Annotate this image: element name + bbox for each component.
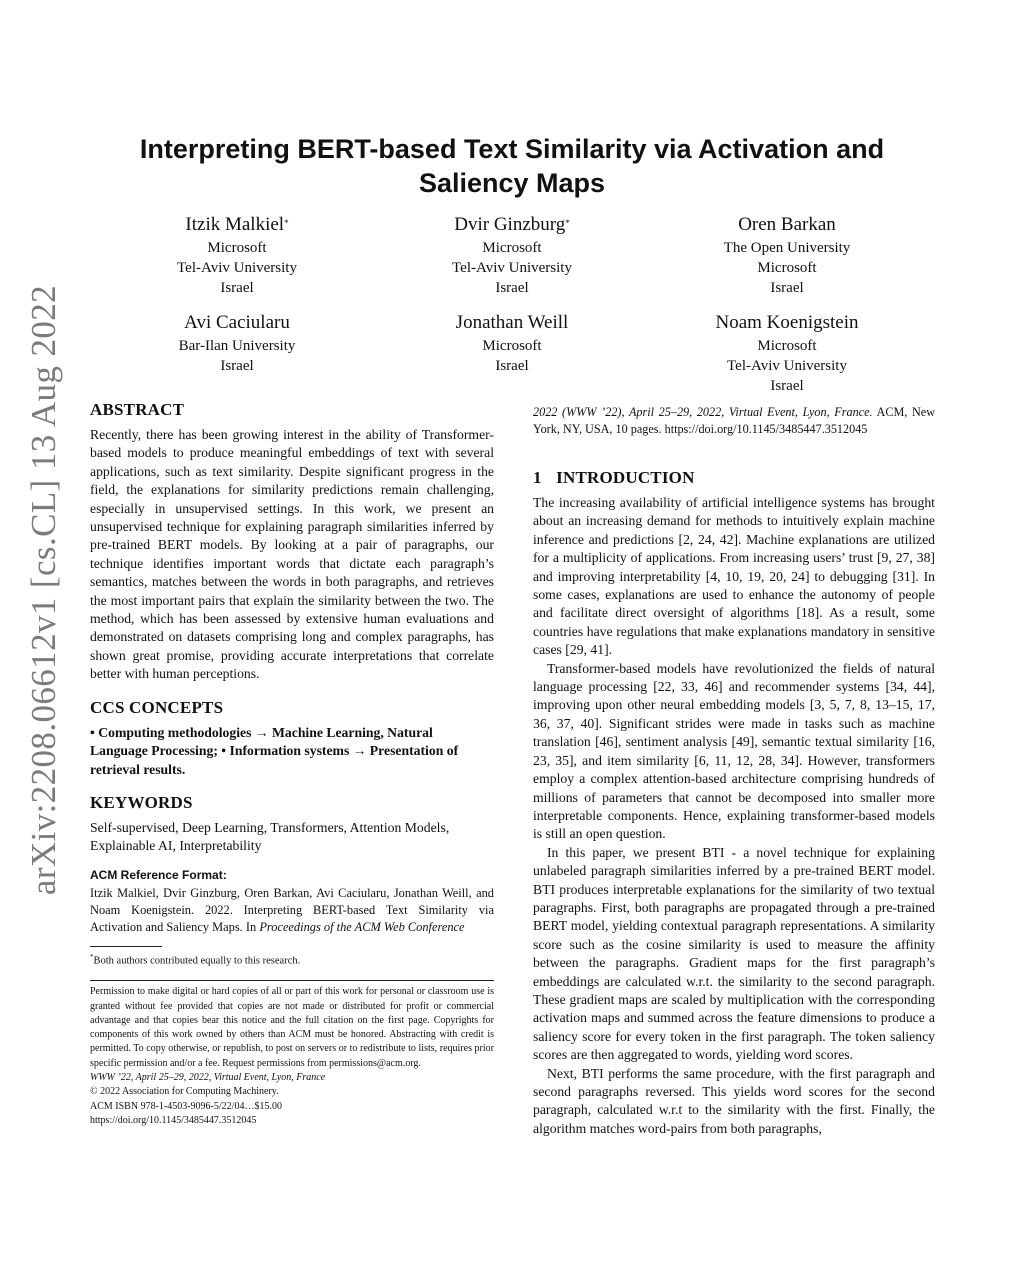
permission-divider <box>90 980 494 981</box>
reference-conference-italic: 2022 (WWW ’22), April 25–29, 2022, Virtual Event, Lyon, France. <box>533 405 873 419</box>
author-row-1 <box>100 212 924 298</box>
author-affiliation: Israel <box>495 280 529 296</box>
author-affiliation: Microsoft <box>757 338 817 354</box>
introduction-paragraph: The increasing availability of artificial intelligence systems has brought about an increasing demand for methods to intuitively explain machine inference and predictions [2, 24, 42]. Machine explanations are utilized for a multiplicity of applications. From increasing users’ trust [9, 27, 38] and improving interpretability [4, 10, 19, 20, 24] to debugging [31]. In some cases, explanations are used to enhance the autonomy of people and facilitate direct oversight of algorithms [18]. As a result, some countries have regulations that make explanations mandatory in sensitive cases [29, 41]. <box>533 495 935 658</box>
footnote-mark: * <box>90 952 94 961</box>
author-affiliation: The Open University <box>723 240 851 256</box>
title-line-2: Saliency Maps <box>418 168 606 198</box>
acm-reference-format-label: ACM Reference Format: <box>90 867 227 882</box>
abstract-heading: ABSTRACT <box>90 400 185 419</box>
reference-venue: Proceedings of the ACM Web Conference <box>259 919 465 934</box>
permission-copyright: © 2022 Association for Computing Machinery. <box>90 1086 279 1098</box>
author-affiliation: Israel <box>220 280 254 296</box>
footnote-divider <box>90 946 162 947</box>
keywords-heading: KEYWORDS <box>90 792 193 812</box>
author-name: Noam Koenigstein <box>715 312 859 333</box>
author-affiliation: Microsoft <box>482 338 542 354</box>
author-card <box>100 310 374 396</box>
right-column <box>533 404 935 1138</box>
author-name: Dvir Ginzburg <box>454 214 566 235</box>
equal-contribution-mark: * <box>565 218 570 228</box>
reference-continuation <box>533 404 935 438</box>
author-card <box>650 310 924 396</box>
author-affiliation: Microsoft <box>482 240 542 256</box>
permission-isbn: ACM ISBN 978-1-4503-9096-5/22/04…$15.00 <box>90 1100 282 1112</box>
permission-conference: WWW ’22, April 25–29, 2022, Virtual Event, Lyon, France <box>90 1072 326 1083</box>
arxiv-identifier-stamp: arXiv:2208.06612v1 [cs.CL] 13 Aug 2022 <box>24 284 63 896</box>
author-affiliation: Microsoft <box>207 240 267 256</box>
abstract-text: Recently, there has been growing interest in the ability of Transformer-based models to produce meaningful embeddings of text with several applications, such as text similarity. Despite significant progress in the field, the explanations for similarity predictions remain challenging, especially in unsupervised settings. In this work, we present an unsupervised technique for explaining paragraph similarities inferred by pre-trained BERT models. By looking at a pair of paragraphs, our technique identifies important words that dictate each paragraph’s semantics, matches between the words in both paragraphs, and retrieves the most important pairs that explain the similarity between the two. The method, which has been assessed by extensive human evaluations and demonstrated on datasets comprising long and complex paragraphs, has shown great promise, providing accurate interpretations that correlate better with human perceptions. <box>90 427 494 682</box>
left-column <box>90 400 494 1128</box>
author-name: Avi Caciularu <box>184 312 290 333</box>
reference-citation: Itzik Malkiel, Dvir Ginzburg, Oren Barkan, Avi Caciularu, Jonathan Weill, and Noam Koenigstein. 2022. Interpreting BERT-based Text Similarity via Activation and Saliency Maps. In <box>90 885 494 934</box>
permission-notice: Permission to make digital or hard copies of all or part of this work for personal or classroom use is granted without fee provided that copies are not made or distributed for profit or commercial advantage and that copies bear this notice and the full citation on the first page. Copyrights for components of this work owned by others than ACM must be honored. Abstracting with credit is permitted. To copy otherwise, or republish, to post on servers or to redistribute to lists, requires prior specific permission and/or a fee. Request permissions from permissions@acm.org. <box>90 986 494 1069</box>
author-affiliation: Bar-Ilan University <box>178 338 296 354</box>
permission-doi[interactable]: https://doi.org/10.1145/3485447.3512045 <box>90 1114 257 1126</box>
introduction-paragraph: Transformer-based models have revolutionized the fields of natural language processing [22, 33, 46] and recommender systems [34, 44], improving upon other neural embedding models [3, 5, 7, 8, 13–15, 17, 36, 37, 40]. Significant strides were made in tasks such as machine translation [46], sentiment analysis [49], semantic textual similarity [16, 23, 35], and item similarity [6, 11, 12, 28, 34]. However, transformers employ a complex attention-based architecture comprising hundreds of millions of parameters that cannot be decomposed into smaller more interpretable components. Hence, explaining transformer-based models is still an open question. <box>533 660 935 842</box>
ccs-concepts-text: • Computing methodologies → Machine Learning, Natural Language Processing; • Information systems → Presentation of retrieval results. <box>90 724 459 777</box>
paper-title <box>110 132 914 200</box>
acm-reference-text <box>90 885 494 936</box>
author-name: Oren Barkan <box>738 214 836 235</box>
author-affiliation: Tel-Aviv University <box>452 260 572 276</box>
author-block <box>100 212 924 396</box>
footnote-text: Both authors contributed equally to this research. <box>93 955 301 967</box>
keywords-text: Self-supervised, Deep Learning, Transformers, Attention Models, Explainable AI, Interpretability <box>90 819 450 854</box>
introduction-paragraph: Next, BTI performs the same procedure, with the first paragraph and second paragraphs reversed. This yields word scores for the second paragraph, calculated w.r.t to the similarity with the first. Finally, the algorithm matches word-pairs from both paragraphs, <box>533 1065 935 1136</box>
author-card <box>375 310 649 396</box>
author-affiliation: Tel-Aviv University <box>727 358 847 374</box>
author-card <box>650 212 924 298</box>
introduction-heading: 1 INTRODUCTION <box>533 468 695 487</box>
author-row-2 <box>100 310 924 396</box>
ccs-concepts-heading: CCS CONCEPTS <box>90 697 224 717</box>
author-affiliation: Israel <box>220 358 254 374</box>
author-name: Itzik Malkiel <box>185 214 285 235</box>
author-affiliation: Israel <box>770 378 804 394</box>
author-affiliation: Israel <box>770 280 804 296</box>
author-name: Jonathan Weill <box>455 312 569 333</box>
title-line-1: Interpreting BERT-based Text Similarity via Activation and <box>139 134 885 164</box>
author-card <box>100 212 374 298</box>
author-affiliation: Tel-Aviv University <box>177 260 297 276</box>
author-card <box>375 212 649 298</box>
author-affiliation: Israel <box>495 358 529 374</box>
equal-contribution-mark: * <box>284 218 289 228</box>
equal-contribution-footnote <box>90 950 494 969</box>
author-affiliation: Microsoft <box>757 260 817 276</box>
reference-publisher-doi: ACM, New York, NY, USA, 10 pages. https://doi.org/10.1145/3485447.3512045 <box>533 405 936 436</box>
introduction-paragraph: In this paper, we present BTI - a novel technique for explaining unlabeled paragraph similarities inferred by a pre-trained BERT model. BTI produces interpretable explanations for the similarity of two textual paragraphs. First, both paragraphs are propagated through a pre-trained BERT model, yielding contextual paragraph representations. A similarity score such as the cosine similarity is used to measure the affinity between the paragraphs. Gradient maps for the first paragraph’s embeddings are calculated w.r.t. the similarity to the second paragraph. These gradient maps are scaled by multiplication with the corresponding activation maps and summed across the feature dimensions to produce a saliency score for every token in the first paragraph. The token saliency scores are then aggregated to words, yielding word scores. <box>533 844 935 1063</box>
